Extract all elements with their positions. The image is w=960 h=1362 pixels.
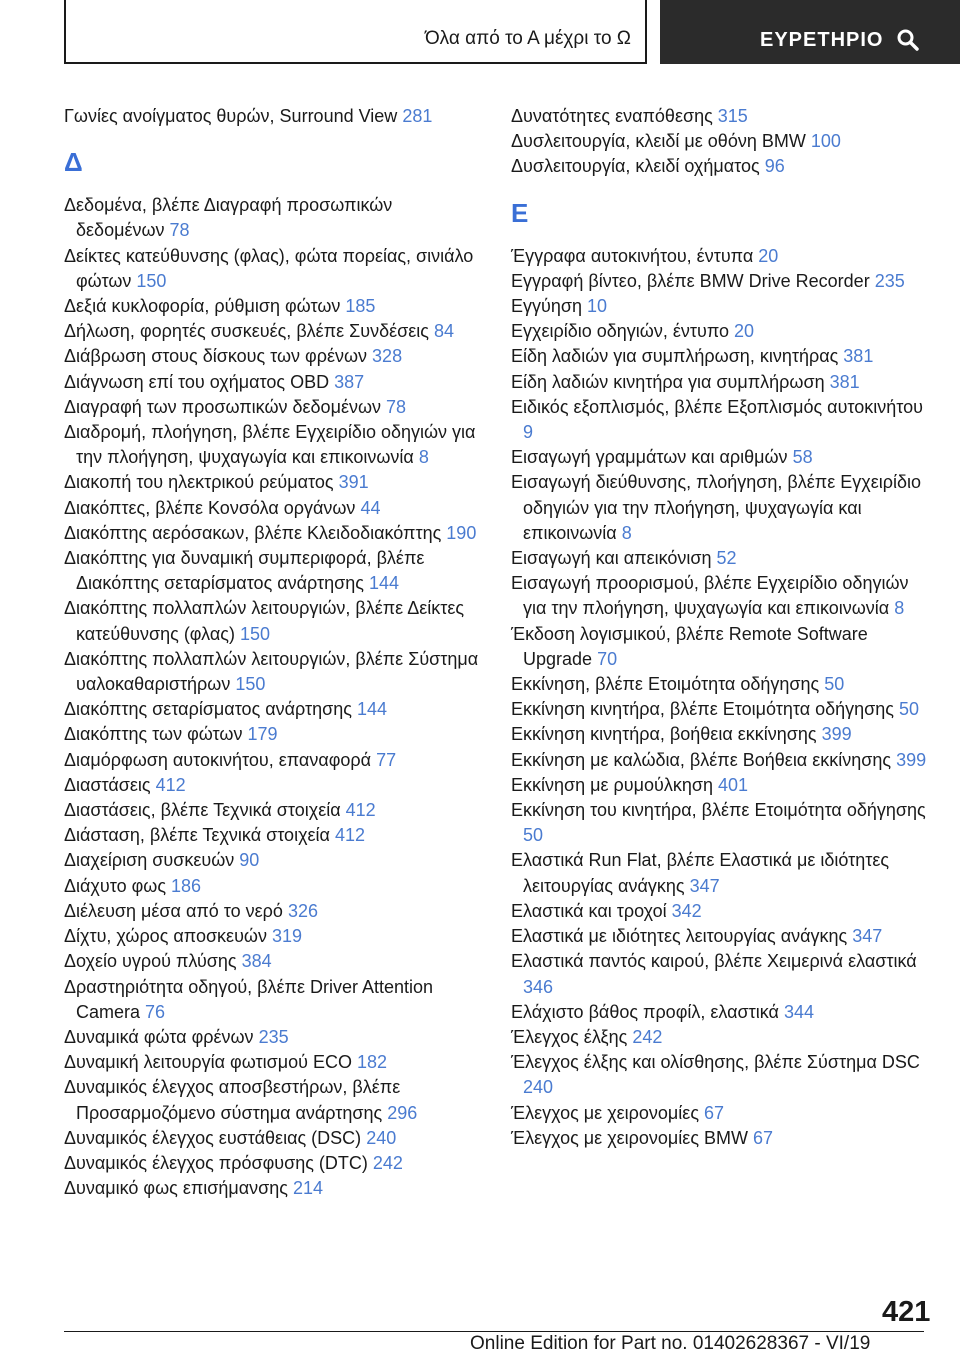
index-entry: [64, 949, 484, 974]
index-label: ΕΥΡΕΤΗΡΙΟ: [760, 29, 884, 51]
entry-text: Διακόπτης για δυναμική συμπεριφορά, βλέπε Διακόπτης σεταρίσματος ανάρτησης: [64, 548, 425, 594]
entry-page-link[interactable]: 84: [433, 321, 455, 342]
search-icon: [896, 28, 920, 52]
entry-page-link[interactable]: 50: [523, 825, 544, 846]
entry-page-link[interactable]: 70: [597, 648, 618, 669]
entry-text: Δίχτυ, χώρος αποσκευών: [64, 926, 267, 947]
all-a-to-z-label: Όλα από το Α μέχρι το Ω: [424, 28, 631, 49]
index-entry: [64, 395, 484, 420]
entry-text: Διάγνωση επί του οχήματος OBD: [64, 371, 330, 392]
index-entry: [511, 773, 931, 798]
index-entry: [64, 823, 484, 848]
entry-page-link[interactable]: 346: [523, 976, 554, 997]
index-entry: [511, 899, 931, 924]
entry-page-link[interactable]: 44: [360, 497, 381, 518]
index-entry: [64, 798, 484, 823]
entry-text: Δεξιά κυκλοφορία, ρύθμιση φώτων: [64, 296, 341, 317]
index-entry: [64, 596, 484, 646]
entry-page-link[interactable]: 8: [621, 522, 632, 543]
entry-text: Εγχειρίδιο οδηγιών, έντυπο: [511, 321, 729, 342]
left-column: [64, 104, 484, 1201]
entry-text: Έλεγχος έλξης και ολίσθησης, βλέπε Σύστημα DSC: [511, 1052, 920, 1073]
edition-text: Online Edition for Part no. 01402628367 - VI/19: [470, 1333, 871, 1354]
entry-text: Διαχείριση συσκευών: [64, 850, 235, 871]
entry-page-link[interactable]: 412: [334, 825, 366, 846]
entry-text: Δυναμικό φως επισήμανσης: [64, 1178, 288, 1199]
entry-page-link[interactable]: 20: [734, 321, 755, 342]
entry-text: Διαδρομή, πλοήγηση, βλέπε Εγχειρίδιο οδηγιών για την πλοήγηση, ψυχαγωγία και επικοινωνία: [64, 422, 476, 468]
index-entry: [511, 546, 931, 571]
index-entry: [511, 244, 931, 269]
entry-page-link[interactable]: 67: [753, 1127, 774, 1148]
entry-page-link[interactable]: 399: [821, 724, 852, 745]
entry-text: Εγγύηση: [511, 296, 582, 317]
entry-text: Δυναμικός έλεγχος ευστάθειας (DSC): [64, 1127, 362, 1148]
index-entry: [511, 294, 931, 319]
entry-text: Ελαστικά και τροχοί: [511, 900, 667, 921]
entry-text: Διαστάσεις, βλέπε Τεχνικά στοιχεία: [64, 800, 341, 821]
right-entries: [511, 244, 931, 1151]
entry-text: Διακόπτης των φώτων: [64, 724, 243, 745]
index-entry: [511, 395, 931, 445]
entry-page-link[interactable]: 150: [235, 674, 266, 695]
entry-page-link[interactable]: 150: [239, 623, 271, 644]
entry-text: Εγγραφή βίντεο, βλέπε BMW Drive Recorder: [511, 270, 870, 291]
entry-page-link[interactable]: 412: [155, 774, 186, 795]
entry-page-link[interactable]: 344: [783, 1001, 814, 1022]
index-entry: [64, 521, 484, 546]
entry-page-link[interactable]: 52: [716, 548, 737, 569]
index-entry: [511, 470, 931, 546]
entry-text: Διέλευση μέσα από το νερό: [64, 900, 283, 921]
index-entry: [511, 1126, 931, 1151]
entry-page-link[interactable]: 182: [356, 1052, 388, 1073]
index-entry: [511, 1025, 931, 1050]
index-entry: [64, 899, 484, 924]
entry-text: Διάσταση, βλέπε Τεχνικά στοιχεία: [64, 825, 330, 846]
entry-text: Δυναμική λειτουργία φωτισμού ECO: [64, 1052, 352, 1073]
right-lead-entries: [511, 104, 931, 180]
index-entry: [64, 1025, 484, 1050]
entry-text: Εισαγωγή γραμμάτων και αριθμών: [511, 447, 788, 468]
entry-page-link[interactable]: 399: [896, 749, 927, 770]
index-entry: [511, 949, 931, 999]
entry-page-link[interactable]: 190: [446, 522, 477, 543]
index-entry: [64, 470, 484, 495]
index-entry: [64, 1126, 484, 1151]
index-entry: [511, 798, 931, 848]
index-entry: [64, 244, 484, 294]
entry-text: Διάχυτο φως: [64, 875, 166, 896]
index-entry: [511, 445, 931, 470]
entry-text: Δοχείο υγρού πλύσης: [64, 951, 237, 972]
index-entry: [64, 104, 484, 129]
footer-divider: [64, 1331, 924, 1332]
entry-text: Έλεγχος με χειρονομίες BMW: [511, 1127, 748, 1148]
entry-text: Διαστάσεις: [64, 774, 151, 795]
entry-page-link[interactable]: 347: [852, 926, 883, 947]
entry-page-link[interactable]: 8: [418, 447, 429, 468]
entry-text: Εκκίνηση, βλέπε Ετοιμότητα οδήγησης: [511, 674, 820, 695]
index-entry: [64, 697, 484, 722]
entry-page-link[interactable]: 326: [287, 900, 318, 921]
entry-page-link[interactable]: 391: [338, 472, 369, 493]
index-entry: [64, 748, 484, 773]
index-entry: [511, 1101, 931, 1126]
entry-page-link[interactable]: 150: [136, 270, 167, 291]
section-letter-delta: Δ: [64, 147, 83, 178]
entry-page-link[interactable]: 342: [671, 900, 702, 921]
entry-text: Διακόπτες, βλέπε Κονσόλα οργάνων: [64, 497, 356, 518]
entry-page-link[interactable]: 8: [894, 598, 905, 619]
index-entry: [511, 622, 931, 672]
entry-text: Διακόπτης πολλαπλών λειτουργιών, βλέπε Σύστημα υαλοκαθαριστήρων: [64, 648, 479, 695]
left-entries: [64, 193, 484, 1201]
entry-text: Διακόπτης πολλαπλών λειτουργιών, βλέπε Δείκτες κατεύθυνσης (φλας): [64, 598, 465, 644]
index-entry: [511, 269, 931, 294]
index-entry: [511, 104, 931, 129]
entry-text: Είδη λαδιών κινητήρα για συμπλήρωση: [511, 371, 825, 392]
entry-text: Ελαστικά παντός καιρού, βλέπε Χειμερινά ελαστικά: [511, 951, 917, 972]
entry-text: Είδη λαδιών για συμπλήρωση, κινητήρας: [511, 346, 839, 367]
entry-text: Δυναμικός έλεγχος αποσβεστήρων, βλέπε Προσαρμοζόμενο σύστημα ανάρτησης: [64, 1077, 401, 1123]
entry-page-link[interactable]: 58: [792, 447, 813, 468]
index-entry: [511, 748, 931, 773]
entry-text: Εκκίνηση κινητήρα, βοήθεια εκκίνησης: [511, 724, 817, 745]
entry-page-link[interactable]: 185: [345, 296, 376, 317]
index-entry: [511, 672, 931, 697]
entry-page-link[interactable]: 347: [689, 875, 720, 896]
section-letter-epsilon: Ε: [511, 197, 529, 228]
entry-page-link[interactable]: 67: [704, 1102, 725, 1123]
entry-page-link[interactable]: 214: [293, 1178, 324, 1199]
entry-page-link[interactable]: 100: [810, 131, 841, 152]
entry-text: Ελαστικά Run Flat, βλέπε Ελαστικά με ιδιότητες λειτουργίας ανάγκης: [511, 850, 890, 896]
entry-page-link[interactable]: 144: [368, 573, 400, 594]
entry-text: Εκκίνηση με ρυμούλκηση: [511, 774, 713, 795]
index-entry: [64, 496, 484, 521]
index-entry: [64, 647, 484, 697]
index-entry: [511, 848, 931, 898]
entry-text: Δυναμικός έλεγχος πρόσφυσης (DTC): [64, 1152, 368, 1173]
entry-page-link[interactable]: 90: [239, 850, 260, 871]
page-number: 421: [882, 1296, 931, 1328]
entry-page-link[interactable]: 281: [402, 106, 433, 126]
entry-page-link[interactable]: 384: [241, 951, 272, 972]
entry-text: Διάβρωση στους δίσκους των φρένων: [64, 346, 368, 367]
entry-text: Εκκίνηση κινητήρα, βλέπε Ετοιμότητα οδήγησης: [511, 699, 894, 720]
entry-text: Ελαστικά με ιδιότητες λειτουργίας ανάγκης: [511, 926, 848, 947]
entry-page-link[interactable]: 387: [334, 371, 365, 392]
entry-text: Γωνίες ανοίγματος θυρών, Surround View: [64, 106, 398, 126]
entry-text: Εισαγωγή προορισμού, βλέπε Εγχειρίδιο οδηγιών για την πλοήγηση, ψυχαγωγία και επικοινωνία: [511, 573, 909, 619]
entry-text: Δεδομένα, βλέπε Διαγραφή προσωπικών δεδομένων: [64, 195, 393, 241]
entry-text: Έλεγχος έλξης: [511, 1026, 628, 1047]
entry-page-link[interactable]: 412: [345, 800, 376, 821]
entry-page-link[interactable]: 381: [843, 346, 874, 367]
entry-page-link[interactable]: 50: [898, 699, 920, 720]
index-entry: [511, 571, 931, 621]
index-entry: [64, 294, 484, 319]
entry-text: Εισαγωγή και απεικόνιση: [511, 548, 712, 569]
index-entry: [64, 773, 484, 798]
index-entry: [511, 924, 931, 949]
all-a-to-z-tab[interactable]: [64, 0, 647, 64]
index-entry: [511, 319, 931, 344]
entry-text: Εκκίνηση του κινητήρα, βλέπε Ετοιμότητα οδήγησης: [511, 800, 926, 821]
entry-page-link[interactable]: 179: [247, 724, 278, 745]
right-column: [511, 104, 931, 1151]
index-entry: [511, 370, 931, 395]
entry-page-link[interactable]: 78: [169, 220, 190, 241]
entry-page-link[interactable]: 401: [718, 774, 749, 795]
entry-text: Έγγραφα αυτοκινήτου, έντυπα: [511, 245, 754, 266]
entry-text: Ειδικός εξοπλισμός, βλέπε Εξοπλισμός αυτοκινήτου: [511, 396, 924, 417]
entry-text: Έκδοση λογισμικού, βλέπε Remote Software Upgrade: [511, 623, 868, 669]
entry-text: Εισαγωγή διεύθυνσης, πλοήγηση, βλέπε Εγχειρίδιο οδηγιών για την πλοήγηση, ψυχαγωγία και επικοινωνία: [511, 472, 921, 543]
entry-text: Διακόπτης σεταρίσματος ανάρτησης: [64, 699, 352, 720]
entry-text: Δραστηριότητα οδηγού, βλέπε Driver Attention Camera: [64, 976, 434, 1022]
entry-page-link[interactable]: 296: [387, 1102, 418, 1123]
entry-page-link[interactable]: 10: [587, 296, 608, 317]
entry-page-link[interactable]: 328: [372, 346, 403, 367]
entry-text: Διαγραφή των προσωπικών δεδομένων: [64, 396, 382, 417]
entry-text: Δυναμικά φώτα φρένων: [64, 1026, 254, 1047]
entry-text: Δυνατότητες εναπόθεσης: [511, 106, 713, 126]
index-entry: [511, 344, 931, 369]
index-entry: [511, 697, 931, 722]
entry-page-link[interactable]: 315: [717, 106, 748, 126]
entry-text: Διακοπή του ηλεκτρικού ρεύματος: [64, 472, 334, 493]
index-entry: [64, 1151, 484, 1176]
index-entry: [64, 546, 484, 596]
entry-text: Ελάχιστο βάθος προφίλ, ελαστικά: [511, 1001, 779, 1022]
entry-page-link[interactable]: 235: [874, 270, 905, 291]
index-entry: [64, 975, 484, 1025]
entry-page-link[interactable]: 50: [824, 674, 845, 695]
index-entry: [64, 420, 484, 470]
page-header: [0, 0, 960, 66]
index-entry: [511, 1000, 931, 1025]
entry-page-link[interactable]: 240: [523, 1077, 554, 1098]
index-entry: [64, 1075, 484, 1125]
entry-page-link[interactable]: 319: [272, 926, 303, 947]
left-lead-entries: [64, 104, 484, 129]
index-entry: [64, 370, 484, 395]
index-entry: [64, 924, 484, 949]
entry-page-link[interactable]: 235: [258, 1026, 289, 1047]
entry-text: Εκκίνηση με καλώδια, βλέπε Βοήθεια εκκίνησης: [511, 749, 892, 770]
entry-page-link[interactable]: 96: [764, 156, 785, 177]
index-entry: [64, 193, 484, 243]
index-entry: [64, 874, 484, 899]
entry-page-link[interactable]: 78: [386, 396, 407, 417]
entry-page-link[interactable]: 242: [632, 1026, 663, 1047]
index-entry: [511, 154, 931, 179]
entry-page-link[interactable]: 381: [829, 371, 860, 392]
index-entry: [64, 722, 484, 747]
entry-page-link[interactable]: 240: [366, 1127, 397, 1148]
index-entry: [64, 319, 484, 344]
entry-text: Δυσλειτουργία, κλειδί με οθόνη BMW: [511, 131, 806, 152]
entry-text: Διαμόρφωση αυτοκινήτου, επαναφορά: [64, 749, 372, 770]
entry-text: Δυσλειτουργία, κλειδί οχήματος: [511, 156, 760, 177]
entry-text: Διακόπτης αερόσακων, βλέπε Κλειδοδιακόπτης: [64, 522, 442, 543]
entry-page-link[interactable]: 77: [376, 749, 397, 770]
index-entry: [64, 1176, 484, 1201]
entry-page-link[interactable]: 144: [356, 699, 388, 720]
entry-page-link[interactable]: 20: [758, 245, 779, 266]
entry-page-link[interactable]: 9: [523, 422, 534, 443]
index-entry: [511, 129, 931, 154]
index-tab[interactable]: [660, 0, 960, 64]
entry-page-link[interactable]: 76: [145, 1001, 166, 1022]
index-entry: [64, 1050, 484, 1075]
entry-text: Δήλωση, φορητές συσκευές, βλέπε Συνδέσεις: [64, 321, 429, 342]
entry-text: Δείκτες κατεύθυνσης (φλας), φώτα πορείας, σινιάλο φώτων: [64, 245, 474, 291]
index-entry: [511, 1050, 931, 1100]
index-entry: [64, 848, 484, 873]
index-entry: [64, 344, 484, 369]
entry-page-link[interactable]: 186: [171, 875, 202, 896]
entry-text: Έλεγχος με χειρονομίες: [511, 1102, 699, 1123]
entry-page-link[interactable]: 242: [372, 1152, 403, 1173]
index-entry: [511, 722, 931, 747]
